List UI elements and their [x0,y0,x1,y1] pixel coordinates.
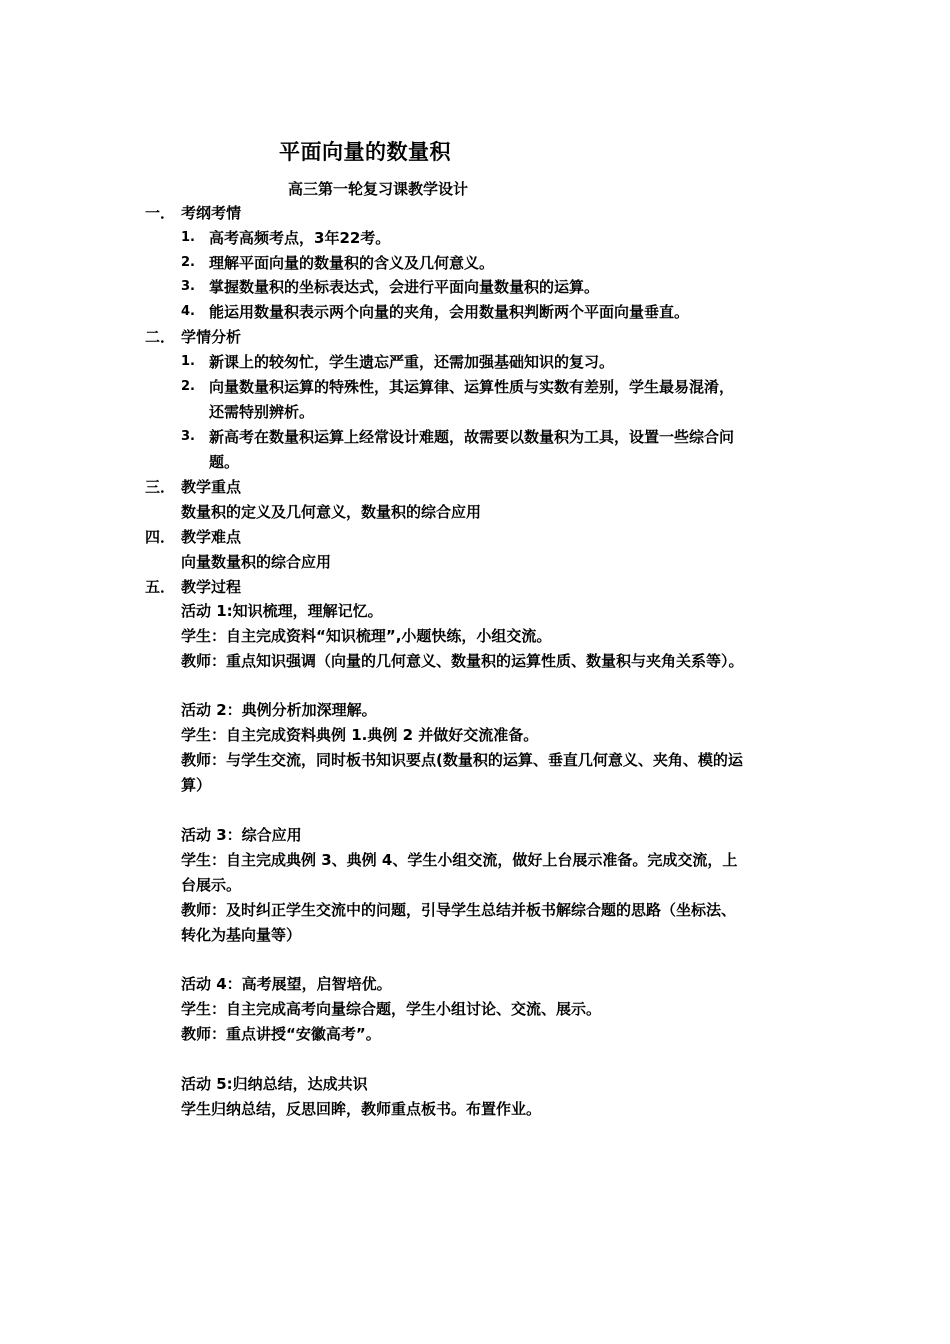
activity-title: 活动 5:归纳总结，达成共识 [181,1075,368,1093]
section-number: 三． [145,478,176,496]
activity-title: 活动 4：高考展望，启智培优。 [181,975,392,993]
section-title: 教学重点 [181,478,242,496]
activity-title: 活动 1:知识梳理，理解记忆。 [181,602,383,620]
list-item-continuation: 题。 [209,453,240,471]
activity-title: 活动 2：典例分析加深理解。 [181,701,377,719]
list-item-number: 1. [181,354,195,369]
activity-line: 台展示。 [181,876,242,894]
activity-line: 学生：自主完成资料典例 1.典例 2 并做好交流准备。 [181,726,539,744]
list-item-number: 3. [181,429,195,444]
activity-title: 活动 3：综合应用 [181,826,302,844]
activity-line: 学生：自主完成资料“知识梳理”,小题快练，小组交流。 [181,627,552,645]
activity-line: 算） [181,776,212,794]
activity-line: 教师：重点讲授“安徽高考”。 [181,1025,381,1043]
section-title: 教学过程 [181,578,242,596]
list-item-number: 2. [181,255,195,270]
list-item-number: 1. [181,230,195,245]
section-title: 教学难点 [181,528,242,546]
activity-line: 教师：与学生交流，同时板书知识要点(数量积的运算、垂直几何意义、夹角、模的运 [181,751,743,769]
document-subtitle: 高三第一轮复习课教学设计 [288,180,469,198]
section-text: 数量积的定义及几何意义，数量积的综合应用 [181,503,482,521]
section-title: 学情分析 [181,328,242,346]
list-item: 向量数量积运算的特殊性，其运算律、运算性质与实数有差别，学生最易混淆， [209,378,735,396]
list-item-number: 2. [181,379,195,394]
section-text: 向量数量积的综合应用 [181,553,332,571]
section-number: 四． [145,528,176,546]
activity-line: 教师：重点知识强调（向量的几何意义、数量积的运算性质、数量积与夹角关系等）。 [181,652,744,670]
list-item-number: 4. [181,304,195,319]
activity-line: 教师：及时纠正学生交流中的问题，引导学生总结并板书解综合题的思路（坐标法、 [181,901,737,919]
list-item-number: 3. [181,279,195,294]
list-item: 能运用数量积表示两个向量的夹角，会用数量积判断两个平面向量垂直。 [209,303,690,321]
activity-line: 转化为基向量等） [181,926,302,944]
list-item: 新课上的较匆忙，学生遗忘严重，还需加强基础知识的复习。 [209,353,615,371]
document-title: 平面向量的数量积 [279,140,451,164]
activity-line: 学生：自主完成高考向量综合题，学生小组讨论、交流、展示。 [181,1000,602,1018]
list-item: 高考高频考点，3年22考。 [209,229,391,247]
section-number: 一． [145,204,176,222]
list-item-continuation: 还需特别辨析。 [209,403,315,421]
list-item: 理解平面向量的数量积的含义及几何意义。 [209,254,495,272]
activity-line: 学生：自主完成典例 3、典例 4、学生小组交流，做好上台展示准备。完成交流，上 [181,851,738,869]
activity-line: 学生归纳总结，反思回眸，教师重点板书。布置作业。 [181,1100,542,1118]
list-item: 新高考在数量积运算上经常设计难题，故需要以数量积为工具，设置一些综合问 [209,428,735,446]
section-number: 五． [145,578,176,596]
section-number: 二． [145,328,176,346]
section-title: 考纲考情 [181,204,242,222]
list-item: 掌握数量积的坐标表达式，会进行平面向量数量积的运算。 [209,278,600,296]
